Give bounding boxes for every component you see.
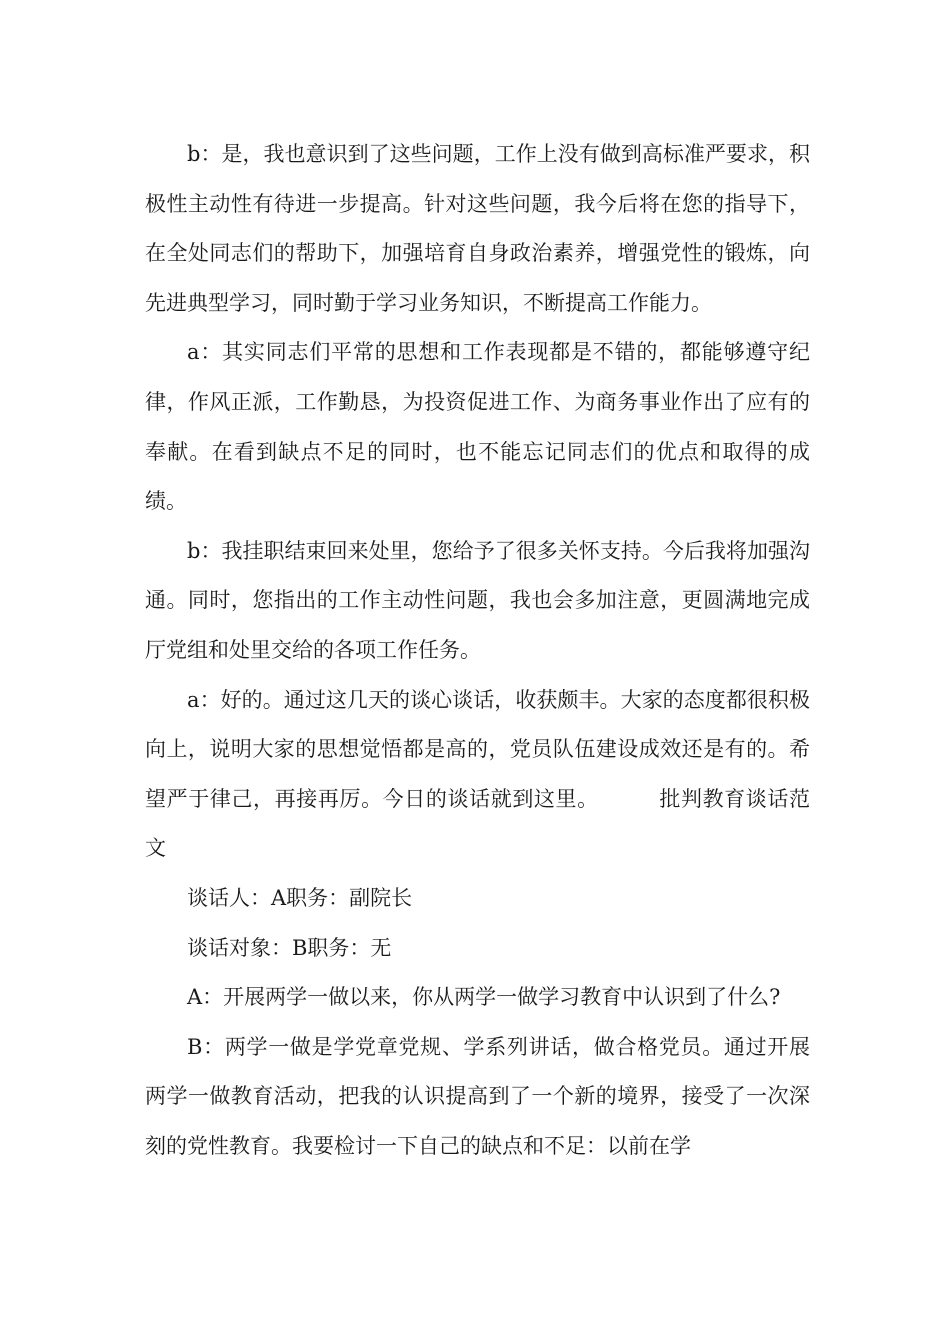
- paragraph-b-reply: b：我挂职结束回来处里，您给予了很多关怀支持。今后我将加强沟通。同时，您指出的工作主动性问题，我也会多加注意，更圆满地完成厅党组和处里交给的各项工作任务。: [145, 538, 810, 662]
- paragraph-a-question: A：开展两学一做以来，你从两学一做学习教育中认识到了什么?: [187, 985, 781, 1010]
- paragraph-a-remark: a：其实同志们平常的思想和工作表现都是不错的，都能够遵守纪律，作风正派，工作勤恳，为投资促进工作、为商务事业作出了应有的奉献。在看到缺点不足的同时，也不能忘记同志们的优点和取得的成绩。: [145, 340, 810, 514]
- closing-text: a：好的。通过这几天的谈心谈话，收获颇丰。大家的态度都很积极向上，说明大家的思想觉悟都是高的，党员队伍建设成效还是有的。希望严于律己，再接再厉。今日的谈话就到这里。: [145, 687, 810, 811]
- subject-line: 谈话对象：B职务：无: [187, 935, 392, 960]
- paragraph-a-closing: [145, 676, 810, 874]
- paragraph-b-answer: B：两学一做是学党章党规、学系列讲话，做合格党员。通过开展两学一做教育活动，把我的认识提高到了一个新的境界，接受了一次深刻的党性教育。我要检讨一下自己的缺点和不足：以前在学: [145, 1034, 810, 1158]
- section-heading: 批判教育谈话范文: [145, 786, 810, 861]
- document-body: [145, 130, 810, 1171]
- speaker-line: 谈话人：A职务：副院长: [187, 885, 413, 910]
- paragraph-b-response: b：是，我也意识到了这些问题，工作上没有做到高标准严要求，积极性主动性有待进一步提高。针对这些问题，我今后将在您的指导下，在全处同志们的帮助下，加强培育自身政治素养，增强党性的锻炼，向先进典型学习，同时勤于学习业务知识，不断提高工作能力。: [145, 142, 810, 315]
